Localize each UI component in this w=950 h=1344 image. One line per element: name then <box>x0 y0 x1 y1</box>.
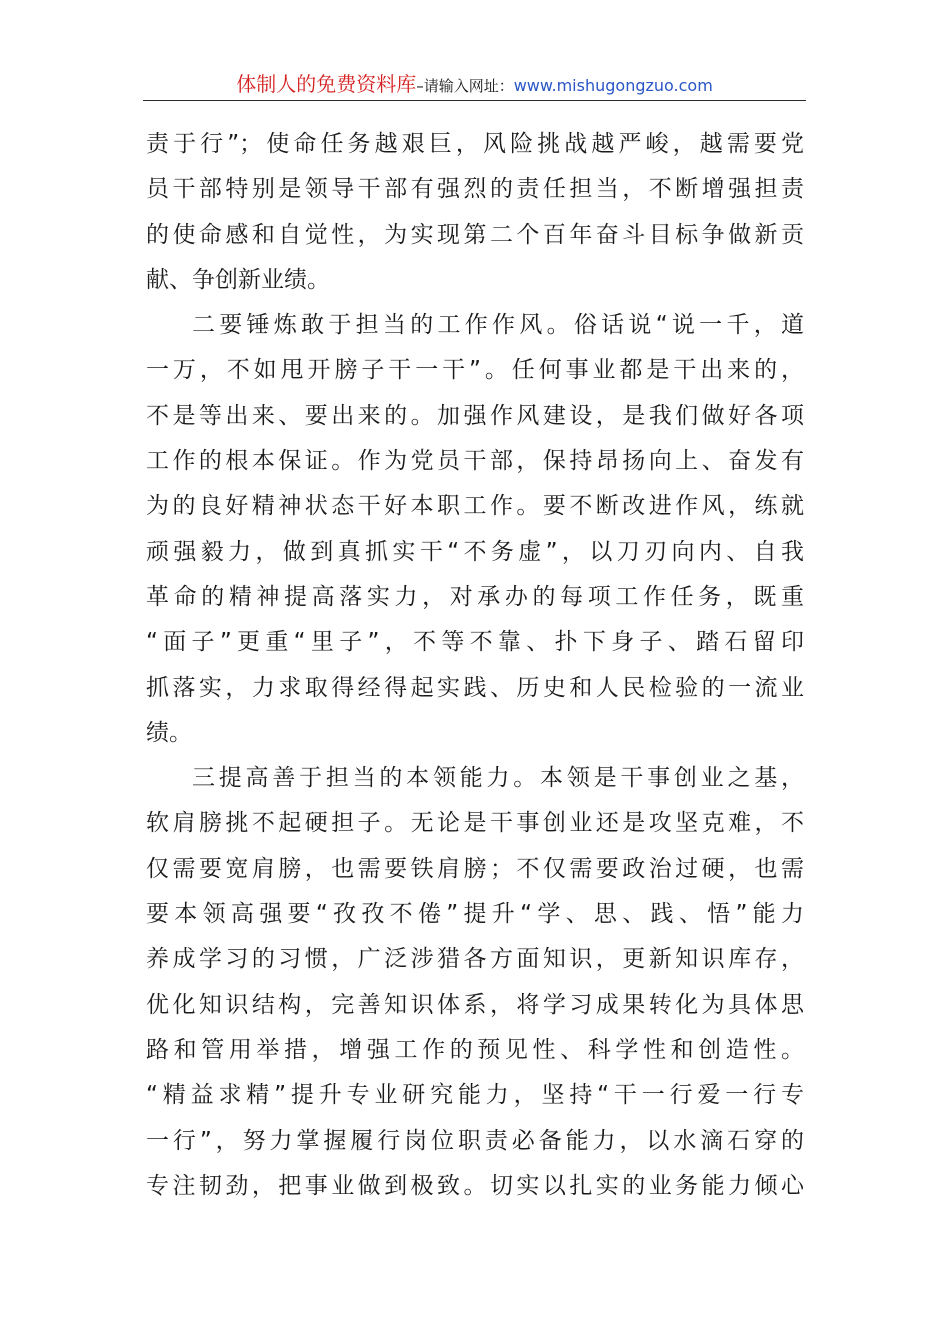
text-line: 抓落实，力求取得经得起实践、历史和人民检验的一流业 <box>146 674 804 701</box>
text-line: 路和管用举措，增强工作的预见性、科学性和创造性。 <box>146 1036 804 1063</box>
text-line: 专注韧劲，把事业做到极致。切实以扎实的业务能力倾心 <box>146 1172 804 1199</box>
text-line: 一万，不如甩开膀子干一干”。任何事业都是干出来的， <box>146 357 804 384</box>
header-prompt: –请输入网址： <box>416 77 514 95</box>
text-line: 献、争创新业绩。 <box>146 266 330 293</box>
text-line: 不是等出来、要出来的。加强作风建设，是我们做好各项 <box>146 402 804 429</box>
paragraph-start-line: 三提高善于担当的本领能力。本领是干事创业之基， <box>192 765 804 792</box>
page-header <box>143 70 806 101</box>
header-url-link[interactable]: www.mishugongzuo.com <box>513 76 713 95</box>
text-line: “面子”更重“里子”，不等不靠、扑下身子、踏石留印 <box>146 629 804 656</box>
text-line: 优化知识结构，完善知识体系，将学习成果转化为具体思 <box>146 991 804 1018</box>
text-line: 革命的精神提高落实力，对承办的每项工作任务，既重 <box>146 583 804 610</box>
text-line: 养成学习的习惯，广泛涉猎各方面知识，更新知识库存， <box>146 946 804 973</box>
text-line: 仅需要宽肩膀，也需要铁肩膀；不仅需要政治过硬，也需 <box>146 855 804 882</box>
text-line: 的使命感和自觉性，为实现第二个百年奋斗目标争做新贡 <box>146 221 804 248</box>
text-line: 为的良好精神状态干好本职工作。要不断改进作风，练就 <box>146 493 804 520</box>
text-line: 员干部特别是领导干部有强烈的责任担当，不断增强担责 <box>146 176 804 203</box>
body-text <box>146 122 804 1209</box>
text-line: 软肩膀挑不起硬担子。无论是干事创业还是攻坚克难，不 <box>146 810 804 837</box>
text-line: 绩。 <box>146 719 192 746</box>
text-line: 责于行”；使命任务越艰巨，风险挑战越严峻，越需要党 <box>146 131 804 157</box>
text-line: 要本领高强要“孜孜不倦”提升“学、思、践、悟”能力 <box>146 901 804 928</box>
text-line: 顽强毅力，做到真抓实干“不务虚”，以刀刃向内、自我 <box>146 538 804 565</box>
text-line: “精益求精”提升专业研究能力，坚持“干一行爱一行专 <box>146 1082 804 1109</box>
text-line: 工作的根本保证。作为党员干部，保持昂扬向上、奋发有 <box>146 448 804 475</box>
paragraph-start-line: 二要锤炼敢于担当的工作作风。俗话说“说一千，道 <box>192 312 804 339</box>
text-line: 一行”，努力掌握履行岗位职责必备能力，以水滴石穿的 <box>146 1127 804 1154</box>
header-brand: 体制人的免费资料库 <box>236 72 417 96</box>
